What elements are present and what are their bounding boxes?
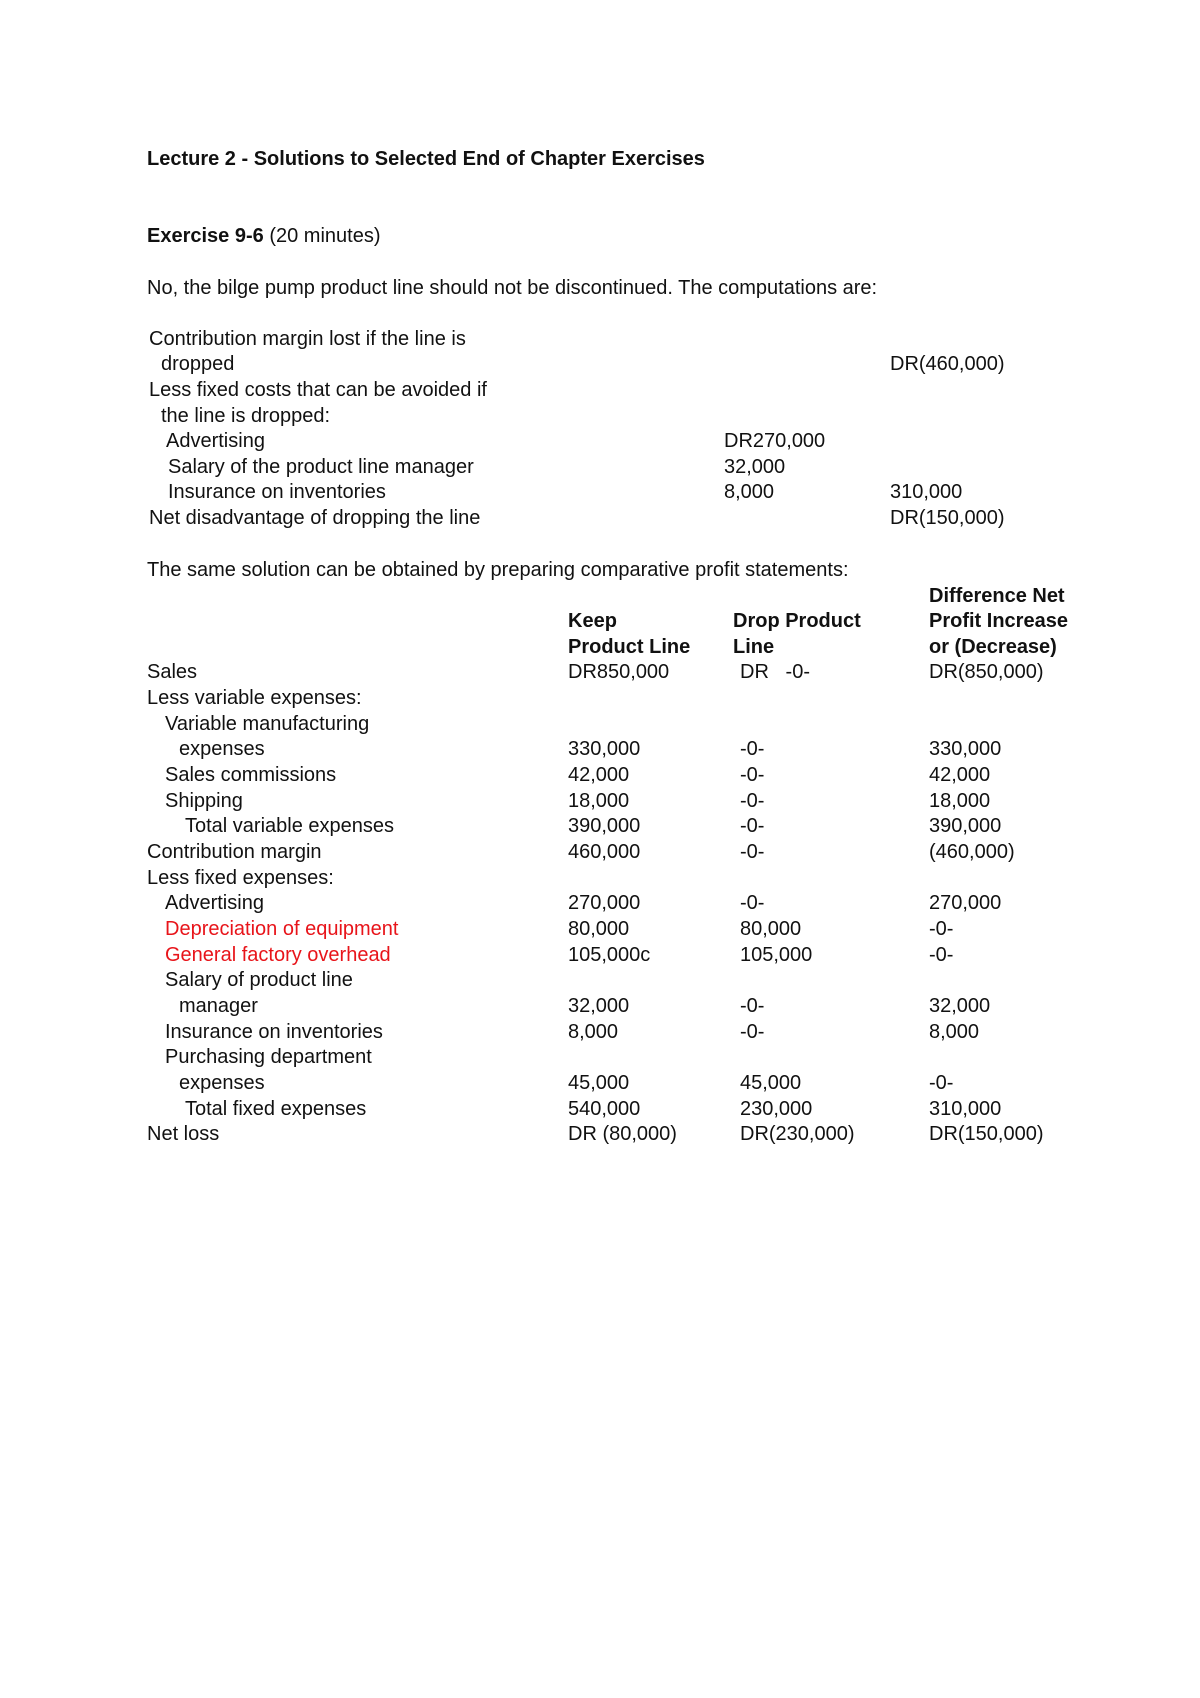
row-drop: 45,000 xyxy=(740,1072,802,1094)
salary-label: Salary of the product line manager xyxy=(168,456,474,478)
row-keep: 32,000 xyxy=(568,995,630,1017)
row-label: Total fixed expenses xyxy=(185,1098,367,1120)
net-disadvantage-value: DR(150,000) xyxy=(890,507,1005,529)
row-label: Net loss xyxy=(147,1123,220,1145)
row-drop: -0- xyxy=(740,738,765,760)
row-label: Less fixed expenses: xyxy=(147,867,334,889)
row-keep: 460,000 xyxy=(568,841,641,863)
row-label: Total variable expenses xyxy=(185,815,395,837)
row-label: Purchasing department xyxy=(165,1046,372,1068)
intro-paragraph: No, the bilge pump product line should not be discontinued. The computations are: xyxy=(147,277,878,299)
exercise-heading xyxy=(147,224,380,249)
row-keep: 80,000 xyxy=(568,918,630,940)
row-drop: 80,000 xyxy=(740,918,802,940)
insurance-value: 8,000 xyxy=(724,481,775,503)
row-diff: 330,000 xyxy=(929,738,1002,760)
insurance-label: Insurance on inventories xyxy=(168,481,386,503)
row-diff: 8,000 xyxy=(929,1021,980,1043)
row-diff: 32,000 xyxy=(929,995,991,1017)
row-label: Salary of product line xyxy=(165,969,353,991)
row-drop: 105,000 xyxy=(740,944,813,966)
row-drop: DR(230,000) xyxy=(740,1123,855,1145)
row-diff: -0- xyxy=(929,944,954,966)
less-fixed-line1: Less fixed costs that can be avoided if xyxy=(149,379,487,401)
row-diff: 42,000 xyxy=(929,764,991,786)
row-label-highlighted: Depreciation of equipment xyxy=(165,918,399,940)
header-keep-1: Keep xyxy=(568,610,617,632)
less-fixed-line2: the line is dropped: xyxy=(161,405,331,427)
advertising-value: DR270,000 xyxy=(724,430,826,452)
row-keep: DR (80,000) xyxy=(568,1123,677,1145)
row-drop: DR -0- xyxy=(740,661,810,683)
row-diff: -0- xyxy=(929,1072,954,1094)
row-drop: -0- xyxy=(740,841,765,863)
header-drop-1: Drop Product xyxy=(733,610,861,632)
avoidable-total: 310,000 xyxy=(890,481,963,503)
row-drop: -0- xyxy=(740,815,765,837)
exercise-time: (20 minutes) xyxy=(269,225,381,247)
row-keep: 540,000 xyxy=(568,1098,641,1120)
row-label: Advertising xyxy=(165,892,264,914)
row-keep: 45,000 xyxy=(568,1072,630,1094)
header-keep-2: Product Line xyxy=(568,636,691,658)
cm-lost-value: DR(460,000) xyxy=(890,353,1005,375)
row-drop: 230,000 xyxy=(740,1098,813,1120)
page-title: Lecture 2 - Solutions to Selected End of Chapter Exercises xyxy=(147,148,705,170)
row-label-highlighted: General factory overhead xyxy=(165,944,391,966)
salary-value: 32,000 xyxy=(724,456,786,478)
cm-lost-line2: dropped xyxy=(161,353,235,375)
header-diff-3: or (Decrease) xyxy=(929,636,1057,658)
row-label: Insurance on inventories xyxy=(165,1021,383,1043)
row-drop: -0- xyxy=(740,790,765,812)
row-keep: 42,000 xyxy=(568,764,630,786)
row-drop: -0- xyxy=(740,764,765,786)
row-diff: -0- xyxy=(929,918,954,940)
row-label: Sales commissions xyxy=(165,764,337,786)
row-diff: DR(850,000) xyxy=(929,661,1044,683)
row-diff: 18,000 xyxy=(929,790,991,812)
row-label: Shipping xyxy=(165,790,243,812)
row-diff: 270,000 xyxy=(929,892,1002,914)
exercise-label: Exercise 9-6 xyxy=(147,225,264,247)
row-keep: 8,000 xyxy=(568,1021,619,1043)
row-keep: 270,000 xyxy=(568,892,641,914)
row-label: expenses xyxy=(179,738,265,760)
row-diff: 310,000 xyxy=(929,1098,1002,1120)
row-keep: DR850,000 xyxy=(568,661,670,683)
row-diff: DR(150,000) xyxy=(929,1123,1044,1145)
advertising-label: Advertising xyxy=(166,430,265,452)
row-drop: -0- xyxy=(740,1021,765,1043)
row-diff: (460,000) xyxy=(929,841,1015,863)
row-keep: 390,000 xyxy=(568,815,641,837)
row-label: Contribution margin xyxy=(147,841,322,863)
row-drop: -0- xyxy=(740,995,765,1017)
header-diff-1: Difference Net xyxy=(929,585,1065,607)
row-keep: 18,000 xyxy=(568,790,630,812)
second-intro: The same solution can be obtained by preparing comparative profit statements: xyxy=(147,559,849,581)
row-label: expenses xyxy=(179,1072,265,1094)
cm-lost-line1: Contribution margin lost if the line is xyxy=(149,328,466,350)
header-drop-2: Line xyxy=(733,636,775,658)
row-diff: 390,000 xyxy=(929,815,1002,837)
row-label: Less variable expenses: xyxy=(147,687,362,709)
row-label: Variable manufacturing xyxy=(165,713,370,735)
row-label: manager xyxy=(179,995,258,1017)
header-diff-2: Profit Increase xyxy=(929,610,1068,632)
row-label: Sales xyxy=(147,661,198,683)
row-keep: 105,000c xyxy=(568,944,651,966)
row-keep: 330,000 xyxy=(568,738,641,760)
net-disadvantage-label: Net disadvantage of dropping the line xyxy=(149,507,481,529)
row-drop: -0- xyxy=(740,892,765,914)
